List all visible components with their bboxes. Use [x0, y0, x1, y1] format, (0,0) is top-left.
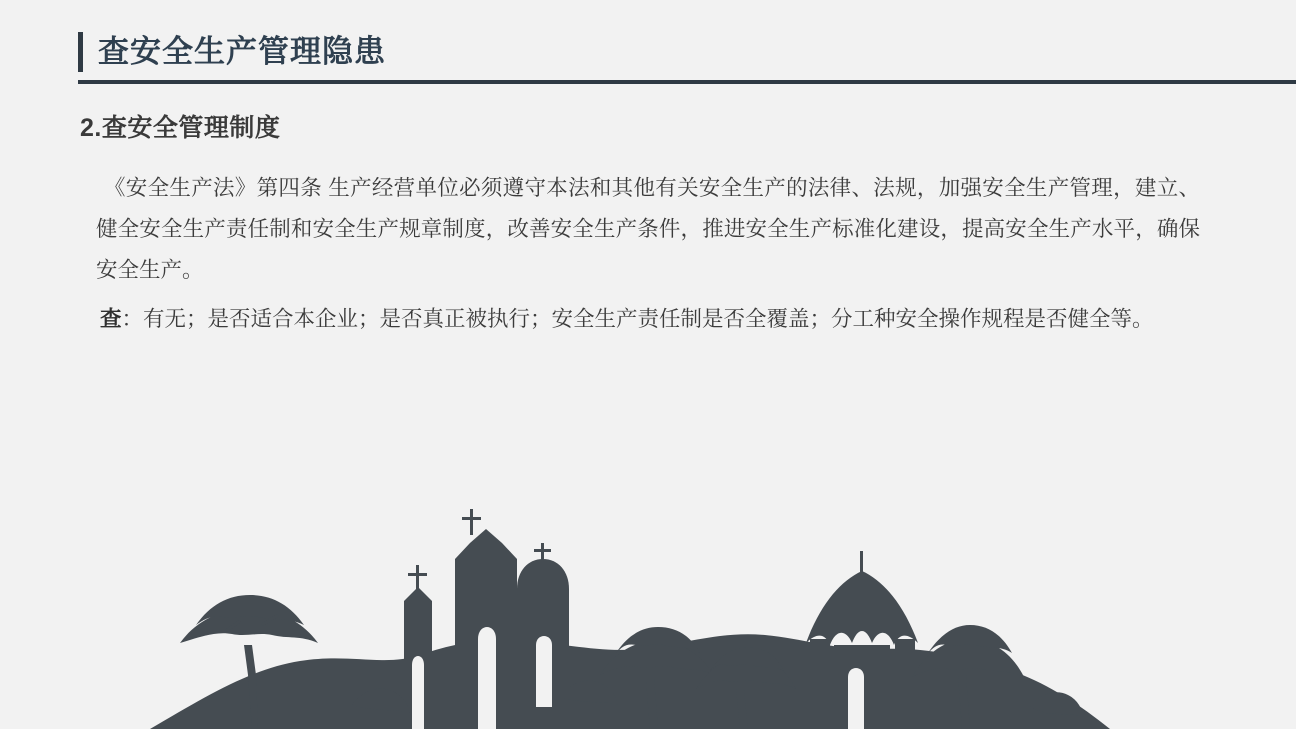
slide-header — [0, 14, 1296, 80]
body-text-block — [96, 168, 1200, 346]
header-accent-bar — [78, 32, 83, 72]
paragraph-law-quote: 《安全生产法》第四条 生产经营单位必须遵守本法和其他有关安全生产的法律、法规，加强安全生产管理，建立、健全安全生产责任制和安全生产规章制度，改善安全生产条件，推进安全生产标准化建设，提高安全生产水平，确保安全生产。 — [96, 176, 1200, 282]
page-title: 查安全生产管理隐患 — [98, 34, 386, 69]
hilltop-village-trees-silhouette-icon — [0, 439, 1296, 729]
check-label: 查 — [100, 307, 122, 331]
section-title: 2.查安全管理制度 — [80, 114, 281, 142]
check-content: ：有无；是否适合本企业；是否真正被执行；安全生产责任制是否全覆盖；分工种安全操作规程是否健全等。 — [121, 307, 1154, 331]
header-divider — [78, 80, 1296, 84]
paragraph-check-items — [96, 299, 1200, 340]
